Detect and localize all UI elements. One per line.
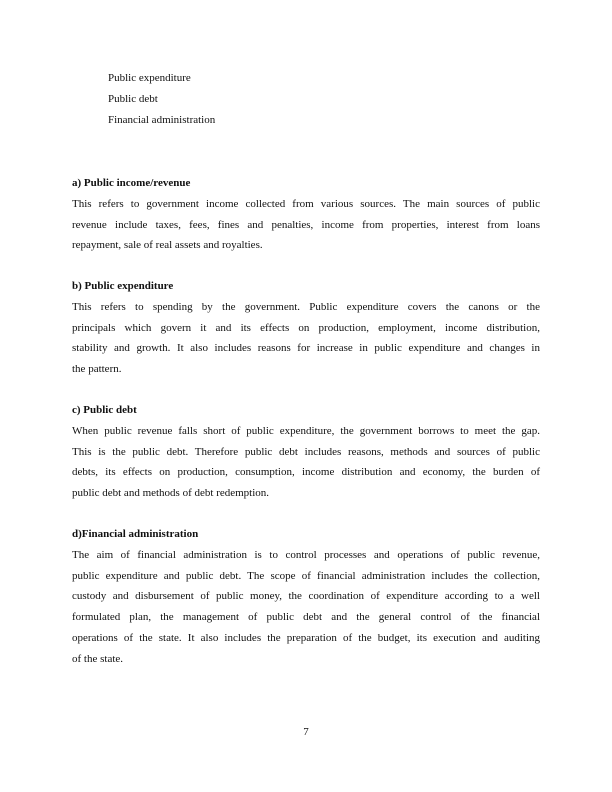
- list-item: Financial administration: [108, 113, 216, 126]
- page-number: 7: [303, 726, 309, 738]
- section-heading: a) Public income/revenue: [72, 177, 191, 189]
- text-line: revenue include taxes, fees, fines and penalties, income from properties, interest from loans: [72, 218, 540, 231]
- text-line: The aim of financial administration is to control processes and operations of public revenue,: [72, 548, 540, 561]
- text-line: This refers to government income collected from various sources. The main sources of public: [72, 197, 540, 210]
- text-line: This is the public debt. Therefore public debt includes reasons, methods and sources of public: [72, 445, 540, 458]
- list-item: Public debt: [108, 92, 158, 105]
- text-line: public expenditure and public debt. The scope of financial administration includes the collection,: [72, 569, 540, 582]
- text-line: the pattern.: [72, 363, 122, 376]
- section-financial-administration: [72, 524, 540, 670]
- text-line: of the state.: [72, 652, 124, 665]
- text-line: custody and disbursement of public money, the coordination of expenditure according to a well: [72, 590, 540, 603]
- text-line: public debt and methods of debt redemption.: [72, 487, 270, 500]
- section-public-debt: [72, 400, 540, 504]
- list-item: Public expenditure: [108, 72, 191, 84]
- section-heading: d)Financial administration: [72, 528, 199, 540]
- text-line: principals which govern it and its effects on production, employment, income distribution,: [72, 321, 540, 334]
- text-line: operations of the state. It also includes the preparation of the budget, its execution and auditing: [72, 631, 540, 644]
- section-heading: c) Public debt: [72, 404, 137, 416]
- section-public-income: [72, 173, 540, 256]
- topic-list: [108, 68, 215, 130]
- section-public-expenditure: [72, 276, 540, 380]
- text-line: This refers to spending by the government. Public expenditure covers the canons or the: [72, 300, 540, 313]
- text-line: formulated plan, the management of public debt and the general control of the financial: [72, 611, 540, 624]
- text-line: debts, its effects on production, consumption, income distribution and economy, the burden of: [72, 466, 540, 479]
- text-line: stability and growth. It also includes reasons for increase in public expenditure and changes in: [72, 342, 540, 355]
- text-line: repayment, sale of real assets and royalties.: [72, 239, 263, 252]
- section-heading: b) Public expenditure: [72, 280, 174, 292]
- text-line: When public revenue falls short of public expenditure, the government borrows to meet the gap.: [72, 424, 540, 437]
